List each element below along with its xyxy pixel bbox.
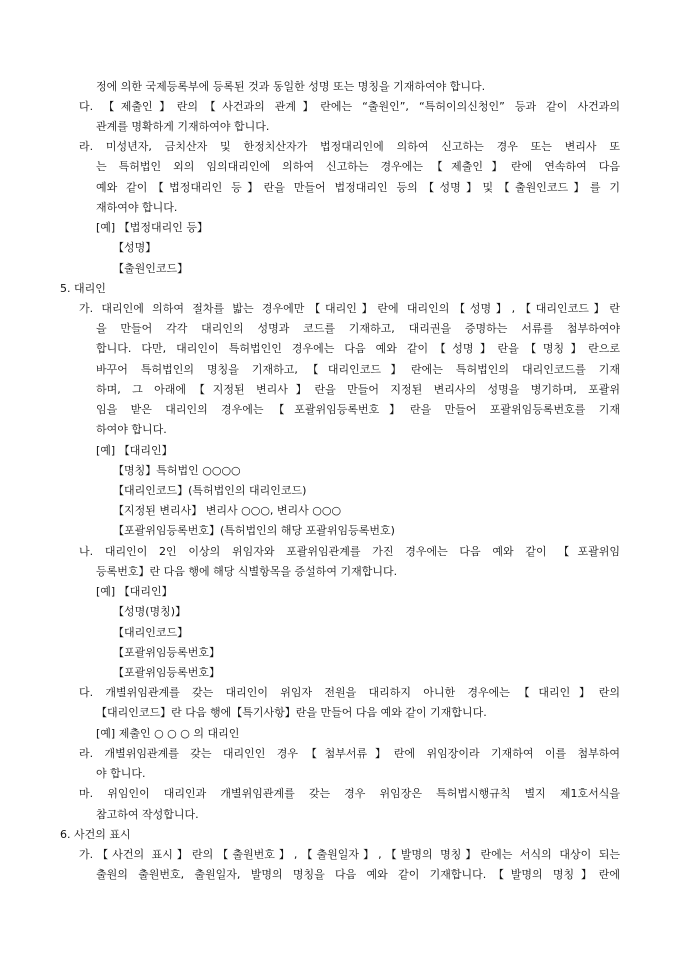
example-label: [예] 제출인 ○ ○ ○ 의 대리인 — [96, 727, 240, 740]
example-field: 【대리인코드】 — [113, 626, 189, 639]
example-field: 【성명(명칭)】 — [113, 605, 187, 618]
text-line: 라. 미성년자, 금치산자 및 한정치산자가 법정대리인에 의하여 신고하는 경우 또는 변리사 또 — [79, 140, 620, 153]
example-label: [예] 【대리인】 — [96, 444, 173, 457]
example-field: 【성명】 — [113, 241, 157, 254]
text-line: 재하여야 합니다. — [96, 201, 178, 214]
text-line: 나. 대리인이 2인 이상의 위임자와 포괄위임관계를 가진 경우에는 다음 예와 같이 【포괄위임 — [79, 545, 620, 558]
text-line: 예와 같이【법정대리인 등】란을 만들어 법정대리인 등의【성명】및【출원인코드】를 기 — [96, 181, 620, 194]
text-line: 합니다. 다만, 대리인이 특허법인인 경우에는 다음 예와 같이【성명】란을【명칭】란으로 — [96, 342, 620, 355]
text-line: 가. 대리인에 의하여 절차를 밟는 경우에만【대리인】란에 대리인의【성명】,【대리인코드】란 — [79, 302, 620, 315]
text-line: 을 만들어 각각 대리인의 성명과 코드를 기재하고, 대리권을 증명하는 서류를 첨부하여야 — [96, 322, 620, 335]
section-heading: 5. 대리인 — [60, 282, 106, 295]
example-field: 【포괄위임등록번호】(특허법인의 해당 포괄위임등록번호) — [113, 524, 395, 537]
text-line: 가.【사건의 표시】란의【출원번호】,【출원일자】,【발명의 명칭】란에는 서식의 대상이 되는 — [79, 848, 620, 861]
text-line: 라. 개별위임관계를 갖는 대리인인 경우【첨부서류】란에 위임장이라 기재하여 이를 첨부하여 — [79, 747, 620, 760]
example-field: 【지정된 변리사】 변리사 ○○○, 변리사 ○○○ — [113, 504, 342, 517]
text-line: 정에 의한 국제등록부에 등록된 것과 동일한 성명 또는 명칭을 기재하여야 합니다. — [96, 80, 486, 93]
example-field: 【포괄위임등록번호】 — [113, 646, 221, 659]
example-label: [예] 【법정대리인 등】 — [96, 221, 208, 234]
text-line: 다. 【제출인】란의【사건과의 관계】란에는 “출원인”, “특허이의신청인” 등과 같이 사건과의 — [79, 100, 620, 113]
text-line: 하며, 그 아래에【지정된 변리사】란을 만들어 지정된 변리사의 성명을 병기하며, 포괄위 — [96, 383, 620, 396]
example-label: [예] 【대리인】 — [96, 585, 173, 598]
example-field: 【포괄위임등록번호】 — [113, 666, 221, 679]
example-field: 【대리인코드】(특허법인의 대리인코드) — [113, 484, 307, 497]
text-line: 마. 위임인이 대리인과 개별위임관계를 갖는 경우 위임장은 특허법시행규칙 별지 제1호서식을 — [79, 787, 620, 800]
text-line: 야 합니다. — [96, 767, 146, 780]
text-line: 는 특허법인 외의 임의대리인에 의하여 신고하는 경우에는【제출인】란에 연속하여 다음 — [96, 160, 620, 173]
example-field: 【명칭】특허법인 ○○○○ — [113, 464, 241, 477]
text-line: 참고하여 작성합니다. — [96, 808, 199, 821]
example-field: 【출원인코드】 — [113, 262, 189, 275]
text-line: 다. 개별위임관계를 갖는 대리인이 위임자 전원을 대리하지 아니한 경우에는【대리인】란의 — [79, 686, 620, 699]
text-line: 바꾸어 특허법인의 명칭을 기재하고,【대리인코드】란에는 특허법인의 대리인코드를 기재 — [96, 363, 620, 376]
section-heading: 6. 사건의 표시 — [60, 828, 131, 841]
text-line: 하여야 합니다. — [96, 423, 167, 436]
text-line: 관계를 명확하게 기재하여야 합니다. — [96, 120, 270, 133]
text-line: 등록번호】란 다음 행에 해당 식별항목을 증설하여 기재합니다. — [96, 565, 398, 578]
text-line: 출원의 출원번호, 출원일자, 발명의 명칭을 다음 예와 같이 기재합니다.【발명의 명칭】란에 — [96, 868, 620, 881]
text-line: 【대리인코드】란 다음 행에【특기사항】란을 만들어 다음 예와 같이 기재합니다. — [96, 706, 487, 719]
text-line: 임을 받은 대리인의 경우에는【포괄위임등록번호】란을 만들어 포괄위임등록번호를 기재 — [96, 403, 620, 416]
